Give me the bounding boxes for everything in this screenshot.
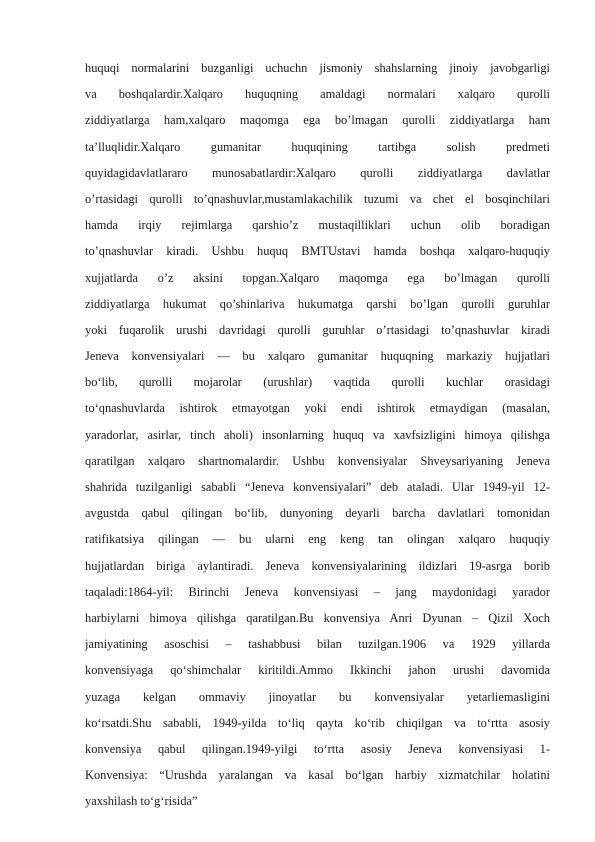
text-line: ratifikatsiya qilingan — bu ularni eng keng tan olingan xalqaro huquqiy	[85, 532, 550, 547]
text-line: va boshqalardir.Xalqaro huquqning amaldagi normalari xalqaro qurolli	[85, 87, 550, 102]
text-line: hujjatlardan biriga aylantiradi. Jeneva konvensiyalarining ildizlari 19-asrga borib	[85, 558, 550, 573]
text-line: yaradorlar, asirlar, tinch aholi) insonlarning huquq va xavfsizligini himoya qilishga	[85, 427, 550, 442]
text-line: ta’lluqlidir.Xalqaro gumanitar huquqining tartibga solish predmeti	[85, 139, 550, 154]
document-body	[85, 55, 550, 814]
text-line: Konvensiya: “Urushda yaralangan va kasal bo‘lgan harbiy xizmatchilar holatini	[85, 768, 550, 783]
text-line: ziddiyatlarga hukumat qo’shinlariva hukumatga qarshi bo’lgan qurolli guruhlar	[85, 296, 550, 311]
text-line: to’qnashuvlar kiradi. Ushbu huquq BMTUstavi hamda boshqa xalqaro-huquqiy	[85, 244, 550, 259]
text-line: taqaladi:1864-yil: Birinchi Jeneva konvensiyasi – jang maydonidagi yarador	[85, 584, 550, 599]
text-line: bo‘lib, qurolli mojarolar (urushlar) vaqtida qurolli kuchlar orasidagi	[85, 375, 550, 390]
text-line: yaxshilash to‘g‘risida”	[85, 794, 198, 809]
text-line: qaratilgan xalqaro shartnomalardir. Ushbu konvensiyalar Shveysariyaning Jeneva	[85, 453, 550, 468]
text-line: jamiyatining asoschisi – tashabbusi bilan tuzilgan.1906 va 1929 yillarda	[85, 637, 550, 652]
text-line: to‘qnashuvlarda ishtirok etmayotgan yoki endi ishtirok etmaydigan (masalan,	[85, 401, 550, 416]
text-line: xujjatlarda o’z aksini topgan.Xalqaro maqomga ega bo’lmagan qurolli	[85, 270, 550, 285]
text-line: hamda irqiy rejimlarga qarshio’z mustaqilliklari uchun olib boradigan	[85, 218, 550, 233]
text-line: Jeneva konvensiyalari — bu xalqaro gumanitar huquqning markaziy hujjatlari	[85, 349, 550, 364]
text-line: avgustda qabul qilingan bo‘lib, dunyoning deyarli barcha davlatlari tomonidan	[85, 506, 550, 521]
text-line: harbiylarni himoya qilishga qaratilgan.Bu konvensiya Anri Dyunan – Qizil Xoch	[85, 610, 550, 625]
text-line: yuzaga kelgan ommaviy jinoyatlar bu konvensiyalar yetarliemasligini	[85, 689, 550, 704]
text-line: quyidagidavlatlararo munosabatlardir:Xalqaro qurolli ziddiyatlarga davlatlar	[85, 165, 550, 180]
text-line: shahrida tuzilganligi sababli “Jeneva konvensiyalari” deb ataladi. Ular 1949-yil 12-	[85, 480, 550, 494]
text-line: o’rtasidagi qurolli to’qnashuvlar,mustamlakachilik tuzumi va chet el bosqinchilari	[85, 191, 550, 206]
text-line: ziddiyatlarga ham,xalqaro maqomga ega bo’lmagan qurolli ziddiyatlarga ham	[85, 113, 550, 128]
text-line: yoki fuqarolik urushi davridagi qurolli guruhlar o’rtasidagi to’qnashuvlar kiradi	[85, 322, 550, 337]
text-line: konvensiya qabul qilingan.1949-yilgi to‘rtta asosiy Jeneva konvensiyasi 1-	[85, 741, 550, 756]
text-line: huquqi normalarini buzganligi uchuchn jismoniy shahslarning jinoiy javobgarligi	[85, 61, 550, 75]
text-line: ko‘rsatdi.Shu sababli, 1949-yilda to‘liq qayta ko‘rib chiqilgan va to‘rtta asosiy	[85, 715, 550, 730]
text-line: konvensiyaga qo‘shimchalar kiritildi.Ammo Ikkinchi jahon urushi davomida	[85, 663, 550, 678]
